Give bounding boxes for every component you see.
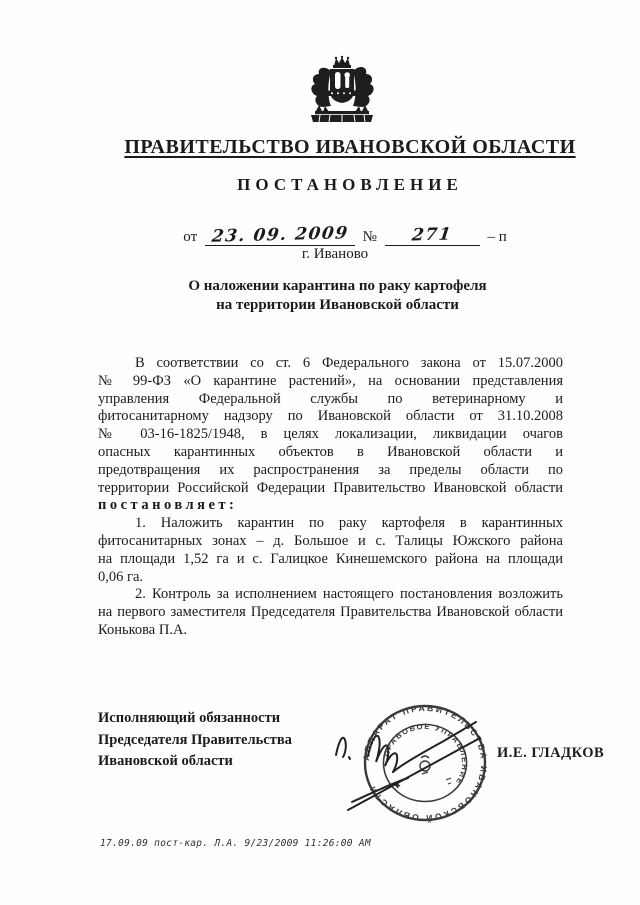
body-line: № 03-16-1825/1948, в целях локализации, ликвидации очагов (98, 426, 563, 443)
document-type-title: ПОСТАНОВЛЕНИЕ (237, 175, 463, 194)
body-line-item-1: 1. Наложить карантин по раку картофеля в карантинных (135, 515, 563, 532)
handwritten-signature (330, 710, 505, 820)
subject-line-2: на территории Ивановской области (216, 297, 459, 313)
number-sign-label: № (362, 229, 377, 245)
city-label: г. Иваново (301, 246, 369, 262)
stamp-inner-ring-text: ПРАВОВОЕ УПРАВЛЕНИЕ (381, 721, 470, 788)
body-line: фитосанитарных зонах – д. Большое и с. Талицы Южского района (98, 532, 563, 549)
document-meta-line (85, 223, 605, 247)
subject-line-1: О наложении карантина по раку картофеля (188, 278, 487, 294)
date-prefix-label: от (183, 229, 198, 245)
document-body (98, 355, 563, 640)
body-line: № 99-ФЗ «О карантине растений», на основании представления (98, 372, 563, 389)
body-line: В соответствии со ст. 6 Федерального закона от 15.07.2000 (135, 355, 563, 371)
signatory-position-line-3: Ивановской области (98, 753, 233, 769)
body-line: опасных карантинных объектов в Ивановской области и (98, 443, 563, 460)
body-line: управления Федеральной службы по ветеринарному и (98, 390, 563, 407)
body-line: на первого заместителя Председателя Правительства Ивановской области (98, 604, 563, 621)
number-field (385, 226, 480, 246)
body-line: Конькова П.А. (98, 621, 188, 638)
body-line-resolves: постановляет: (98, 497, 238, 514)
document-header (70, 136, 630, 195)
body-line: фитосанитарному надзору по Ивановской области от 31.10.2008 (98, 408, 563, 425)
date-field (205, 223, 355, 247)
body-line: 0,06 га. (98, 568, 144, 585)
handwritten-date: 23. 09. 2009 (210, 223, 350, 247)
body-line: предотвращения их распространения за пределы области по (98, 461, 563, 478)
handwritten-number: 271 (410, 224, 454, 246)
signatory-position-block (98, 708, 338, 773)
body-line: на площади 1,52 га и с. Галицкое Кинешемского района на площади (98, 550, 563, 567)
signatory-position-line-1: Исполняющий обязанности (98, 710, 281, 726)
stamp-outer-ring-text: АППАРАТ ПРАВИТЕЛЬСТВА ИВАНОВСКОЙ ОБЛАСТИ (360, 702, 490, 824)
body-line-item-2: 2. Контроль за исполнением настоящего постановления возложить (135, 586, 563, 603)
number-suffix-label: – п (487, 229, 507, 245)
signatory-name: И.Е. ГЛАДКОВ (497, 745, 605, 761)
coat-of-arms-icon (302, 55, 384, 123)
body-line: территории Российской Федерации Правительство Ивановской области (98, 479, 563, 496)
organization-title: ПРАВИТЕЛЬСТВО ИВАНОВСКОЙ ОБЛАСТИ (124, 136, 576, 158)
document-subject (85, 277, 590, 315)
signatory-position-line-2: Председателя Правительства (98, 731, 292, 748)
footer-file-note: 17.09.09 пост-кар. Л.А. 9/23/2009 11:26:00 AM (100, 838, 371, 849)
